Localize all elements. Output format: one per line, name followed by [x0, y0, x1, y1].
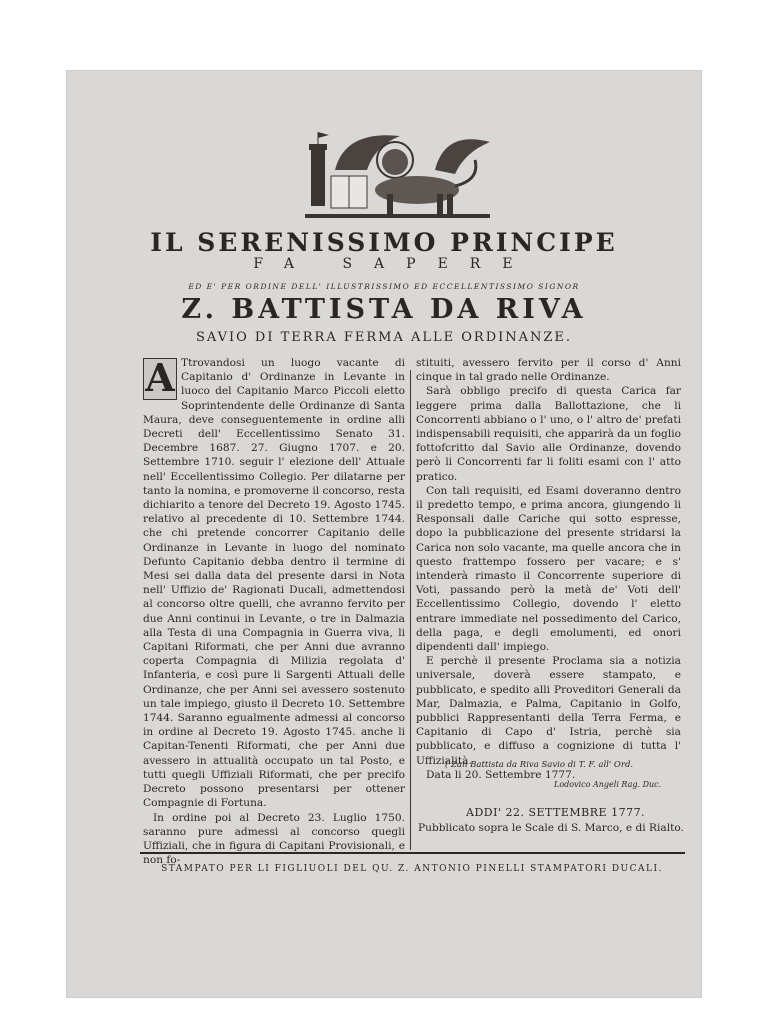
paragraph: Con tali requisiti, ed Esami doveranno dentro il predetto tempo, e prima ancora, giungendo li Responsali dalle Cariche qui sotto espresse, dopo la pubblicazione del presente stridarsi la Carica non solo vacante, ma quelle ancora che in questo frattempo fossero per vacare; e s' intenderà rimasto il Concorrente superiore di Voti, passando però la metà de' Voti dell' Eccellentissimo Collegio, dovendo l' eletto entrare immediate nel possedimento del Carico, della paga, e degli emolumenti, ed onori dipendenti dall' impiego. [416, 484, 681, 654]
proclamation-subheading: FA SAPERE [253, 256, 535, 272]
signature-savio: ( Zan Battista da Riva Savio di T. F. all' Ord. [445, 760, 634, 770]
order-line: ED E' PER ORDINE DELL' ILLUSTRISSIMO ED ECCELLENTISSIMO SIGNOR [188, 282, 580, 291]
lion-of-saint-mark-emblem [305, 130, 490, 220]
right-text-column [416, 356, 681, 782]
signature-ragionato: Lodovico Angeli Rag. Duc. [554, 780, 662, 789]
publication-place: Pubblicato sopra le Scale di S. Marco, e di Rialto. [418, 822, 684, 834]
proclamation-heading: IL SERENISSIMO PRINCIPE [150, 228, 618, 257]
paragraph: E perchè il presente Proclama sia a notizia universale, doverà essere stampato, e pubblicato, e spedito alli Proveditori Generali da Mar, Dalmazia, e Palma, Capitanio in Golfo, pubblici Rappresentanti della Terra Ferma, e Capitanio di Capo d' Istria, perchè sia pubblicato, e diffuso a cognizione di tutta l' Uffizialità. [416, 655, 681, 767]
paragraph: In ordine poi al Decreto 23. Luglio 1750. saranno pure admessi al concorso quegli Uffiziali, che in figura di Capitani Provisionali, e non fo- [143, 811, 405, 867]
paragraph: stituiti, avessero fervito per il corso d' Anni cinque in tal grado nelle Ordinanze. [416, 357, 681, 384]
decorative-dropcap: A [143, 358, 177, 400]
official-title: SAVIO DI TERRA FERMA ALLE ORDINANZE. [195, 330, 573, 345]
official-name: Z. BATTISTA DA RIVA [181, 294, 587, 325]
paragraph: Sarà obbligo precifo di questa Carica far leggere prima dalla Ballottazione, che li Concorrenti abbiano o l' uno, o l' altro de' prefati indispensabili requisiti, che apparirà da un foglio fottofcritto dal Savio alle Ordinanze, dovendo però li Concorrenti far li foliti esami con l' atto pratico. [416, 385, 681, 483]
column-divider [410, 370, 411, 850]
paragraph: Ttrovandosi un luogo vacante di Capitanio d' Ordinanze in Levante in luoco del Capitanio Marco Piccoli eletto Soprintendente delle Ordinanze di Santa Maura, deve conseguentemente in ordine alli Decreti dell' Eccellentissimo Senato 31. Decembre 1687. 27. Giugno 1707. e 20. Settembre 1710. seguir l' elezione dell' Attuale nell' Eccellentissimo Collegio. Per dilatarne per tanto la nomina, e promoverne il concorso, resta dichiarito a tenore del Decreto 19. Agosto 1745. relativo al precedente di 10. Settembre 1744. che chi pretende concorrer Capitanio delle Ordinanze in Levante in luogo del nominato Defunto Capitanio debba dentro il termine di Mesi sei dalla data del presente darsi in Nota nell' Uffizio de' Ragionati Ducali, admettendosi al concorso oltre quelli, che avranno fervito per due Anni continui in Levante, o tre in Dalmazia alla Testa di una Compagnia in Guerra viva, li Capitani Riformati, che per Anni due avranno coperta Compagnia di Milizia regolata d' Infanteria, e così pure li Sargenti Attuali delle Ordinanze, che per Anni sei avessero sostenuto un tale impiego, giusto il Decreto 10. Settembre 1744. Saranno egualmente admessi al concorso in ordine al Decreto 19. Agosto 1745. anche li Capitan-Tenenti Riformati, che per Anni due avessero in attualità occupato un tal Posto, e tutti quegli Uffiziali Riformati, che per precifo Decreto possono presentarsi per ottener Compagnie di Fortuna. [143, 357, 405, 810]
left-text-column [143, 356, 405, 867]
printer-imprint: STAMPATO PER LI FIGLIUOLI DEL QU. Z. ANTONIO PINELLI STAMPATORI DUCALI. [161, 864, 663, 874]
paragraph: Data li 20. Settembre 1777. [426, 768, 576, 781]
publication-date: ADDI' 22. SETTEMBRE 1777. [466, 806, 646, 819]
footer-rule [140, 852, 685, 854]
